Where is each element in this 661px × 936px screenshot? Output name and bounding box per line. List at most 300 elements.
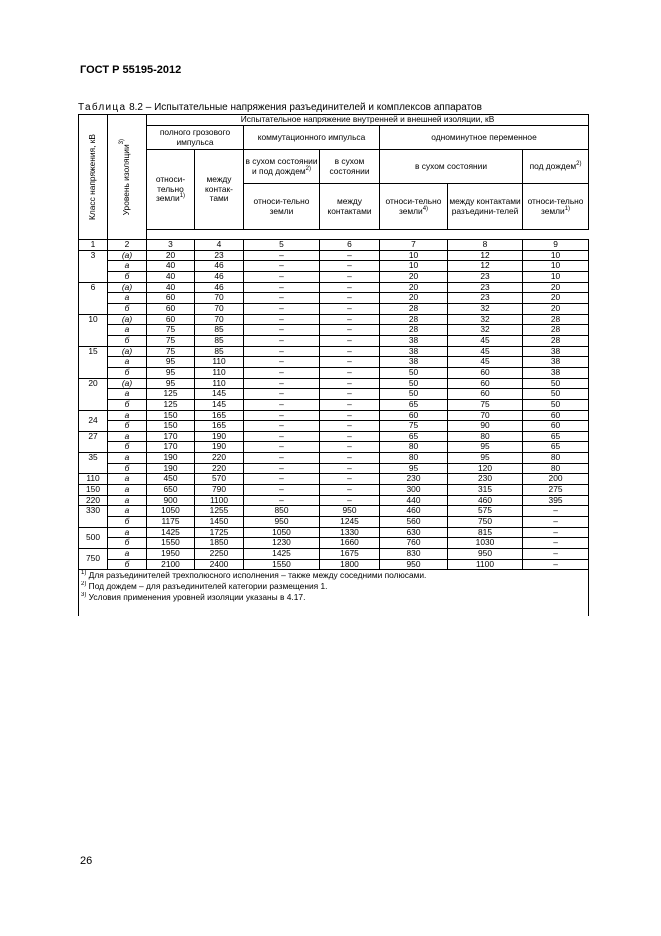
voltage-value-cell: – <box>244 410 320 421</box>
voltage-value-cell: – <box>244 431 320 442</box>
column-number: 9 <box>523 240 589 251</box>
footnote-row <box>79 592 589 617</box>
table-row <box>79 527 589 538</box>
voltage-value-cell: 75 <box>380 421 448 432</box>
voltage-value-cell: – <box>244 314 320 325</box>
voltage-value-cell: 60 <box>448 367 523 378</box>
insulation-level-cell: б <box>108 559 147 570</box>
voltage-value-cell: 790 <box>195 485 244 496</box>
voltage-value-cell: – <box>320 389 380 400</box>
voltage-value-cell: 38 <box>380 335 448 346</box>
voltage-value-cell: – <box>523 549 589 560</box>
insulation-level-cell: а <box>108 293 147 304</box>
voltage-value-cell: 150 <box>147 421 195 432</box>
header-dry-contacts: между контактами разъедини-телей <box>448 184 523 230</box>
voltage-value-cell: 45 <box>448 357 523 368</box>
voltage-value-cell: 440 <box>380 495 448 506</box>
voltage-value-cell: – <box>320 474 380 485</box>
voltage-value-cell: – <box>244 421 320 432</box>
insulation-level-cell: (а) <box>108 282 147 293</box>
table-row <box>79 421 589 432</box>
voltage-value-cell: – <box>320 442 380 453</box>
table-row <box>79 314 589 325</box>
insulation-level-cell: б <box>108 367 147 378</box>
insulation-level-cell: а <box>108 485 147 496</box>
insulation-level-cell: б <box>108 335 147 346</box>
voltage-value-cell: 950 <box>380 559 448 570</box>
table-row <box>79 293 589 304</box>
voltage-value-cell: 165 <box>195 421 244 432</box>
voltage-value-cell: – <box>523 506 589 517</box>
voltage-value-cell: 95 <box>448 442 523 453</box>
voltage-value-cell: 2250 <box>195 549 244 560</box>
footnote-text: Для разъединителей трехполюсного исполнения – также между соседними полюсами. <box>86 570 427 581</box>
voltage-value-cell: 2400 <box>195 559 244 570</box>
insulation-level-cell: а <box>108 474 147 485</box>
table-row <box>79 367 589 378</box>
voltage-class-cell: 15 <box>79 346 108 378</box>
footnote-text: Под дождем – для разъединителей категории размещения 1. <box>86 581 328 591</box>
header-lightning-earth: относи-тельно земли$^{1)}$ <box>147 150 195 230</box>
voltage-value-cell: 1950 <box>147 549 195 560</box>
voltage-value-cell: 450 <box>147 474 195 485</box>
voltage-value-cell: – <box>320 367 380 378</box>
voltage-value-cell: 38 <box>523 357 589 368</box>
voltage-value-cell: 230 <box>380 474 448 485</box>
voltage-class-cell: 27 <box>79 431 108 452</box>
voltage-value-cell: 950 <box>448 549 523 560</box>
insulation-level-cell: а <box>108 389 147 400</box>
footnote-mark: 2) <box>81 581 87 588</box>
voltage-value-cell: 65 <box>523 431 589 442</box>
voltage-class-cell: 110 <box>79 474 108 485</box>
insulation-level-cell: а <box>108 453 147 464</box>
voltage-value-cell: – <box>244 250 320 261</box>
voltage-value-cell: – <box>523 538 589 549</box>
voltage-value-cell: 28 <box>380 314 448 325</box>
voltage-value-cell: 38 <box>380 346 448 357</box>
voltage-value-cell: 570 <box>195 474 244 485</box>
voltage-value-cell: 80 <box>380 442 448 453</box>
table-row <box>79 463 589 474</box>
insulation-level-cell: а <box>108 506 147 517</box>
voltage-value-cell: – <box>320 346 380 357</box>
voltage-value-cell: 1100 <box>195 495 244 506</box>
column-number-row <box>79 240 589 251</box>
voltage-value-cell: – <box>523 527 589 538</box>
insulation-level-cell: а <box>108 325 147 336</box>
column-number: 6 <box>320 240 380 251</box>
voltage-value-cell: 50 <box>380 378 448 389</box>
insulation-level-cell: а <box>108 261 147 272</box>
voltage-value-cell: 220 <box>195 463 244 474</box>
insulation-level-cell: а <box>108 549 147 560</box>
insulation-level-cell: а <box>108 495 147 506</box>
table-row <box>79 453 589 464</box>
voltage-value-cell: 20 <box>380 271 448 282</box>
insulation-level-cell: (а) <box>108 250 147 261</box>
voltage-class-cell: 330 <box>79 506 108 527</box>
header-oneminute-rain: под дождем$^{2)}$ <box>523 150 589 184</box>
insulation-level-cell: б <box>108 271 147 282</box>
voltage-value-cell: 28 <box>380 303 448 314</box>
voltage-value-cell: 145 <box>195 399 244 410</box>
voltage-value-cell: – <box>244 442 320 453</box>
voltage-value-cell: 630 <box>380 527 448 538</box>
voltage-value-cell: 85 <box>195 335 244 346</box>
voltage-value-cell: 95 <box>147 378 195 389</box>
column-number: 1 <box>79 240 108 251</box>
voltage-value-cell: 1850 <box>195 538 244 549</box>
voltage-value-cell: – <box>244 271 320 282</box>
header-switching-earth: относи-тельно земли <box>244 184 320 230</box>
voltage-value-cell: 50 <box>380 389 448 400</box>
column-number: 2 <box>108 240 147 251</box>
voltage-value-cell: – <box>320 250 380 261</box>
insulation-level-cell: б <box>108 442 147 453</box>
table-row <box>79 346 589 357</box>
test-voltage-table <box>78 114 589 616</box>
voltage-value-cell: 20 <box>380 293 448 304</box>
table-row <box>79 506 589 517</box>
voltage-value-cell: 23 <box>195 250 244 261</box>
voltage-value-cell: 10 <box>523 261 589 272</box>
voltage-value-cell: – <box>320 463 380 474</box>
voltage-value-cell: 650 <box>147 485 195 496</box>
voltage-value-cell: 45 <box>448 335 523 346</box>
voltage-value-cell: – <box>320 453 380 464</box>
voltage-value-cell: 165 <box>195 410 244 421</box>
voltage-value-cell: – <box>320 271 380 282</box>
voltage-value-cell: 1660 <box>320 538 380 549</box>
insulation-level-cell: б <box>108 538 147 549</box>
table-row <box>79 549 589 560</box>
voltage-value-cell: – <box>244 474 320 485</box>
insulation-level-cell: б <box>108 421 147 432</box>
table-row <box>79 325 589 336</box>
voltage-value-cell: 32 <box>448 303 523 314</box>
voltage-value-cell: – <box>320 421 380 432</box>
voltage-class-cell: 24 <box>79 410 108 431</box>
voltage-value-cell: – <box>320 325 380 336</box>
footnote <box>79 570 589 581</box>
page-number: 26 <box>80 855 93 867</box>
voltage-class-cell: 500 <box>79 527 108 548</box>
column-number: 8 <box>448 240 523 251</box>
header-switching-contacts: между контактами <box>320 184 380 230</box>
footnote-row <box>79 581 589 592</box>
voltage-value-cell: 200 <box>523 474 589 485</box>
voltage-value-cell: 50 <box>380 367 448 378</box>
header-rain-earth: относи-тельно земли$^{1)}$ <box>523 184 589 230</box>
voltage-value-cell: – <box>244 346 320 357</box>
footnote <box>79 592 589 617</box>
voltage-value-cell: 20 <box>523 293 589 304</box>
voltage-value-cell: – <box>244 389 320 400</box>
voltage-value-cell: 395 <box>523 495 589 506</box>
voltage-value-cell: 95 <box>380 463 448 474</box>
voltage-value-cell: 1425 <box>244 549 320 560</box>
voltage-value-cell: 275 <box>523 485 589 496</box>
table-row <box>79 431 589 442</box>
voltage-value-cell: 760 <box>380 538 448 549</box>
voltage-value-cell: 150 <box>147 410 195 421</box>
table-row <box>79 495 589 506</box>
voltage-value-cell: 950 <box>244 517 320 528</box>
voltage-value-cell: – <box>320 410 380 421</box>
voltage-value-cell: 1050 <box>147 506 195 517</box>
voltage-value-cell: 20 <box>380 282 448 293</box>
voltage-value-cell: 85 <box>195 346 244 357</box>
voltage-value-cell: 145 <box>195 389 244 400</box>
voltage-value-cell: – <box>244 261 320 272</box>
voltage-value-cell: – <box>320 293 380 304</box>
voltage-value-cell: – <box>244 463 320 474</box>
voltage-value-cell: 170 <box>147 442 195 453</box>
voltage-value-cell: 65 <box>380 399 448 410</box>
voltage-value-cell: 12 <box>448 250 523 261</box>
voltage-value-cell: 110 <box>195 378 244 389</box>
voltage-value-cell: 125 <box>147 389 195 400</box>
voltage-value-cell: 1100 <box>448 559 523 570</box>
voltage-value-cell: – <box>320 303 380 314</box>
footnote <box>79 581 589 592</box>
voltage-value-cell: 46 <box>195 282 244 293</box>
insulation-level-cell: б <box>108 303 147 314</box>
caption-text: – Испытательные напряжения разъединителей и комплексов аппаратов <box>143 102 482 113</box>
header-group-all: Испытательное напряжение внутренней и внешней изоляции, кВ <box>147 115 589 126</box>
table-row <box>79 282 589 293</box>
voltage-value-cell: – <box>244 303 320 314</box>
voltage-value-cell: 190 <box>195 431 244 442</box>
table-row <box>79 559 589 570</box>
voltage-value-cell: – <box>244 282 320 293</box>
voltage-value-cell: – <box>320 282 380 293</box>
voltage-value-cell: 750 <box>448 517 523 528</box>
voltage-value-cell: 60 <box>523 410 589 421</box>
voltage-value-cell: 40 <box>147 271 195 282</box>
voltage-value-cell: – <box>320 357 380 368</box>
table-row <box>79 474 589 485</box>
voltage-value-cell: 10 <box>523 271 589 282</box>
voltage-value-cell: 1255 <box>195 506 244 517</box>
voltage-value-cell: 23 <box>448 271 523 282</box>
voltage-value-cell: 170 <box>147 431 195 442</box>
voltage-value-cell: 70 <box>195 303 244 314</box>
voltage-value-cell: – <box>320 431 380 442</box>
table-body <box>79 250 589 616</box>
voltage-value-cell: 50 <box>523 399 589 410</box>
header-lightning-contacts: между контак-тами <box>195 150 244 230</box>
header-dry-earth: относи-тельно земли$^{4)}$ <box>380 184 448 230</box>
voltage-value-cell: – <box>320 314 380 325</box>
voltage-value-cell: – <box>320 485 380 496</box>
insulation-level-cell: а <box>108 410 147 421</box>
voltage-value-cell: – <box>320 335 380 346</box>
insulation-level-cell: (а) <box>108 346 147 357</box>
table-row <box>79 485 589 496</box>
voltage-value-cell: 575 <box>448 506 523 517</box>
voltage-value-cell: 65 <box>523 442 589 453</box>
voltage-class-cell: 3 <box>79 250 108 282</box>
table-caption <box>78 102 482 113</box>
voltage-value-cell: 38 <box>523 367 589 378</box>
header-insulation-level: Уровень изоляции$^{3)}$ <box>108 115 147 240</box>
voltage-value-cell: 80 <box>448 431 523 442</box>
voltage-value-cell: 60 <box>448 389 523 400</box>
header-switching-dry-rain: в сухом состоянии и под дождем$^{2)}$ <box>244 150 320 184</box>
footnote-text: Условия применения уровней изоляции указаны в 4.17. <box>86 591 306 602</box>
table-row <box>79 442 589 453</box>
column-number: 7 <box>380 240 448 251</box>
voltage-value-cell: 60 <box>147 314 195 325</box>
voltage-value-cell: 1550 <box>147 538 195 549</box>
caption-label: Таблица <box>78 102 127 113</box>
voltage-class-cell: 20 <box>79 378 108 410</box>
voltage-value-cell: 1450 <box>195 517 244 528</box>
voltage-value-cell: 1550 <box>244 559 320 570</box>
voltage-value-cell: 46 <box>195 271 244 282</box>
insulation-level-cell: б <box>108 463 147 474</box>
voltage-value-cell: 65 <box>380 431 448 442</box>
voltage-value-cell: 60 <box>147 303 195 314</box>
voltage-value-cell: 95 <box>147 367 195 378</box>
voltage-value-cell: 110 <box>195 357 244 368</box>
voltage-value-cell: – <box>320 495 380 506</box>
voltage-value-cell: – <box>244 367 320 378</box>
header-one-minute: одноминутное переменное <box>380 126 589 150</box>
voltage-value-cell: 75 <box>147 335 195 346</box>
voltage-value-cell: 28 <box>523 325 589 336</box>
voltage-value-cell: 900 <box>147 495 195 506</box>
header-switching-dry: в сухом состоянии <box>320 150 380 184</box>
voltage-value-cell: 10 <box>380 261 448 272</box>
voltage-value-cell: 40 <box>147 282 195 293</box>
insulation-level-cell: а <box>108 357 147 368</box>
table-row <box>79 261 589 272</box>
voltage-value-cell: 300 <box>380 485 448 496</box>
voltage-value-cell: – <box>244 335 320 346</box>
voltage-value-cell: 50 <box>523 389 589 400</box>
voltage-value-cell: 80 <box>523 463 589 474</box>
voltage-value-cell: 80 <box>380 453 448 464</box>
voltage-value-cell: – <box>244 453 320 464</box>
voltage-class-cell: 750 <box>79 549 108 570</box>
table-row <box>79 410 589 421</box>
column-number: 5 <box>244 240 320 251</box>
voltage-value-cell: 1675 <box>320 549 380 560</box>
table-row <box>79 399 589 410</box>
voltage-value-cell: 190 <box>195 442 244 453</box>
voltage-value-cell: 38 <box>523 346 589 357</box>
voltage-value-cell: 1175 <box>147 517 195 528</box>
voltage-value-cell: 32 <box>448 325 523 336</box>
voltage-value-cell: 10 <box>380 250 448 261</box>
table-row <box>79 303 589 314</box>
table-row <box>79 538 589 549</box>
table-row <box>79 389 589 400</box>
voltage-class-cell: 6 <box>79 282 108 314</box>
voltage-value-cell: 1425 <box>147 527 195 538</box>
voltage-class-cell: 10 <box>79 314 108 346</box>
voltage-value-cell: 190 <box>147 463 195 474</box>
voltage-value-cell: 12 <box>448 261 523 272</box>
voltage-value-cell: 60 <box>523 421 589 432</box>
voltage-value-cell: – <box>523 517 589 528</box>
footnote-row <box>79 570 589 581</box>
voltage-value-cell: 1245 <box>320 517 380 528</box>
voltage-value-cell: 45 <box>448 346 523 357</box>
voltage-value-cell: – <box>244 485 320 496</box>
voltage-value-cell: 460 <box>380 506 448 517</box>
table-row <box>79 335 589 346</box>
insulation-level-cell: б <box>108 399 147 410</box>
voltage-value-cell: 1230 <box>244 538 320 549</box>
voltage-value-cell: – <box>244 293 320 304</box>
table-row <box>79 250 589 261</box>
voltage-value-cell: 20 <box>523 303 589 314</box>
voltage-value-cell: 95 <box>147 357 195 368</box>
footnote-mark: 3) <box>81 591 87 598</box>
voltage-value-cell: 560 <box>380 517 448 528</box>
voltage-value-cell: – <box>244 399 320 410</box>
voltage-value-cell: 850 <box>244 506 320 517</box>
header-oneminute-dry: в сухом состоянии <box>380 150 523 184</box>
voltage-class-cell: 220 <box>79 495 108 506</box>
table-row <box>79 517 589 528</box>
voltage-value-cell: 950 <box>320 506 380 517</box>
voltage-value-cell: 90 <box>448 421 523 432</box>
voltage-value-cell: 230 <box>448 474 523 485</box>
voltage-value-cell: 40 <box>147 261 195 272</box>
voltage-value-cell: 815 <box>448 527 523 538</box>
table-row <box>79 378 589 389</box>
voltage-value-cell: 220 <box>195 453 244 464</box>
voltage-value-cell: 70 <box>448 410 523 421</box>
voltage-value-cell: 28 <box>380 325 448 336</box>
voltage-value-cell: 80 <box>523 453 589 464</box>
voltage-value-cell: 1050 <box>244 527 320 538</box>
voltage-value-cell: 315 <box>448 485 523 496</box>
voltage-value-cell: – <box>244 357 320 368</box>
voltage-value-cell: 10 <box>523 250 589 261</box>
voltage-value-cell: 46 <box>195 261 244 272</box>
voltage-value-cell: 2100 <box>147 559 195 570</box>
insulation-level-cell: б <box>108 517 147 528</box>
voltage-value-cell: 75 <box>147 325 195 336</box>
voltage-class-cell: 35 <box>79 453 108 474</box>
voltage-value-cell: 70 <box>195 314 244 325</box>
voltage-value-cell: 28 <box>523 335 589 346</box>
column-number: 4 <box>195 240 244 251</box>
voltage-value-cell: – <box>244 495 320 506</box>
voltage-value-cell: 1725 <box>195 527 244 538</box>
voltage-value-cell: 85 <box>195 325 244 336</box>
voltage-value-cell: 20 <box>523 282 589 293</box>
footnote-mark: 1) <box>81 570 87 577</box>
voltage-value-cell: 125 <box>147 399 195 410</box>
header-lightning-impulse: полного грозового импульса <box>147 126 244 150</box>
header-voltage-class: Класс напряжения, кВ <box>79 115 108 240</box>
voltage-value-cell: 830 <box>380 549 448 560</box>
voltage-class-cell: 150 <box>79 485 108 496</box>
insulation-level-cell: а <box>108 527 147 538</box>
voltage-value-cell: 1330 <box>320 527 380 538</box>
voltage-value-cell: 70 <box>195 293 244 304</box>
voltage-value-cell: 1030 <box>448 538 523 549</box>
caption-number: 8.2 <box>129 102 143 113</box>
insulation-level-cell: (а) <box>108 378 147 389</box>
